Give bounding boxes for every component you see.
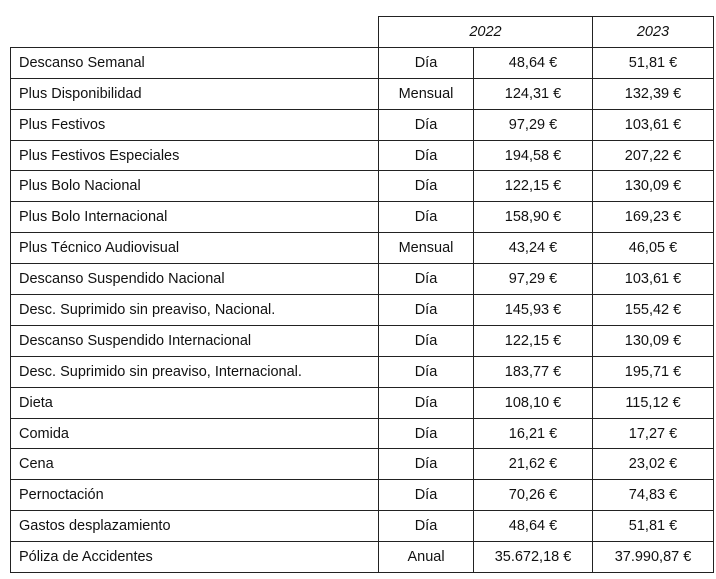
- concept-cell: Plus Bolo Nacional: [11, 171, 379, 202]
- value-2022-cell: 16,21 €: [474, 418, 593, 449]
- value-2022-cell: 122,15 €: [474, 171, 593, 202]
- unit-cell: Día: [379, 47, 474, 78]
- value-2022-cell: 35.672,18 €: [474, 542, 593, 573]
- table-row: [11, 356, 714, 387]
- value-2023-cell: 155,42 €: [593, 295, 714, 326]
- unit-cell: Anual: [379, 542, 474, 573]
- concept-cell: Plus Festivos: [11, 109, 379, 140]
- concept-cell: Dieta: [11, 387, 379, 418]
- value-2023-cell: 51,81 €: [593, 47, 714, 78]
- unit-cell: Día: [379, 171, 474, 202]
- value-2023-cell: 23,02 €: [593, 449, 714, 480]
- concept-cell: Descanso Suspendido Internacional: [11, 325, 379, 356]
- value-2023-cell: 51,81 €: [593, 511, 714, 542]
- unit-cell: Día: [379, 109, 474, 140]
- table-row: [11, 449, 714, 480]
- value-2022-cell: 124,31 €: [474, 78, 593, 109]
- value-2022-cell: 70,26 €: [474, 480, 593, 511]
- table-row: [11, 171, 714, 202]
- value-2023-cell: 207,22 €: [593, 140, 714, 171]
- value-2022-cell: 43,24 €: [474, 233, 593, 264]
- table-row: [11, 264, 714, 295]
- unit-cell: Día: [379, 202, 474, 233]
- concept-cell: Plus Disponibilidad: [11, 78, 379, 109]
- unit-cell: Día: [379, 387, 474, 418]
- table-row: [11, 480, 714, 511]
- value-2023-cell: 37.990,87 €: [593, 542, 714, 573]
- allowances-table: [10, 16, 714, 573]
- value-2022-cell: 122,15 €: [474, 325, 593, 356]
- value-2023-cell: 103,61 €: [593, 264, 714, 295]
- concept-cell: Póliza de Accidentes: [11, 542, 379, 573]
- concept-cell: Plus Bolo Internacional: [11, 202, 379, 233]
- table-row: [11, 418, 714, 449]
- concept-cell: Comida: [11, 418, 379, 449]
- concept-cell: Plus Técnico Audiovisual: [11, 233, 379, 264]
- table-row: [11, 109, 714, 140]
- unit-cell: Día: [379, 480, 474, 511]
- table-row: [11, 202, 714, 233]
- header-2022: 2022: [379, 17, 593, 48]
- header-blank-cell: [11, 17, 379, 48]
- value-2022-cell: 183,77 €: [474, 356, 593, 387]
- unit-cell: Día: [379, 449, 474, 480]
- concept-cell: Gastos desplazamiento: [11, 511, 379, 542]
- table-row: [11, 387, 714, 418]
- unit-cell: Día: [379, 418, 474, 449]
- concept-cell: Descanso Semanal: [11, 47, 379, 78]
- table-row: [11, 511, 714, 542]
- value-2023-cell: 115,12 €: [593, 387, 714, 418]
- value-2022-cell: 145,93 €: [474, 295, 593, 326]
- unit-cell: Mensual: [379, 233, 474, 264]
- unit-cell: Día: [379, 511, 474, 542]
- value-2023-cell: 103,61 €: [593, 109, 714, 140]
- value-2023-cell: 169,23 €: [593, 202, 714, 233]
- table-row: [11, 542, 714, 573]
- concept-cell: Desc. Suprimido sin preaviso, Internacional.: [11, 356, 379, 387]
- value-2022-cell: 21,62 €: [474, 449, 593, 480]
- value-2022-cell: 48,64 €: [474, 511, 593, 542]
- value-2023-cell: 74,83 €: [593, 480, 714, 511]
- value-2023-cell: 132,39 €: [593, 78, 714, 109]
- unit-cell: Mensual: [379, 78, 474, 109]
- unit-cell: Día: [379, 356, 474, 387]
- table-row: [11, 295, 714, 326]
- concept-cell: Descanso Suspendido Nacional: [11, 264, 379, 295]
- concept-cell: Cena: [11, 449, 379, 480]
- value-2022-cell: 97,29 €: [474, 109, 593, 140]
- unit-cell: Día: [379, 264, 474, 295]
- value-2022-cell: 108,10 €: [474, 387, 593, 418]
- unit-cell: Día: [379, 325, 474, 356]
- concept-cell: Pernoctación: [11, 480, 379, 511]
- unit-cell: Día: [379, 295, 474, 326]
- value-2023-cell: 195,71 €: [593, 356, 714, 387]
- concept-cell: Plus Festivos Especiales: [11, 140, 379, 171]
- table-row: [11, 47, 714, 78]
- value-2023-cell: 130,09 €: [593, 171, 714, 202]
- value-2022-cell: 97,29 €: [474, 264, 593, 295]
- value-2022-cell: 48,64 €: [474, 47, 593, 78]
- table-row: [11, 233, 714, 264]
- value-2023-cell: 130,09 €: [593, 325, 714, 356]
- table-row: [11, 78, 714, 109]
- value-2023-cell: 46,05 €: [593, 233, 714, 264]
- table-row: [11, 325, 714, 356]
- table-row: [11, 140, 714, 171]
- header-row: [11, 17, 714, 48]
- header-2023: 2023: [593, 17, 714, 48]
- value-2022-cell: 158,90 €: [474, 202, 593, 233]
- value-2023-cell: 17,27 €: [593, 418, 714, 449]
- value-2022-cell: 194,58 €: [474, 140, 593, 171]
- concept-cell: Desc. Suprimido sin preaviso, Nacional.: [11, 295, 379, 326]
- unit-cell: Día: [379, 140, 474, 171]
